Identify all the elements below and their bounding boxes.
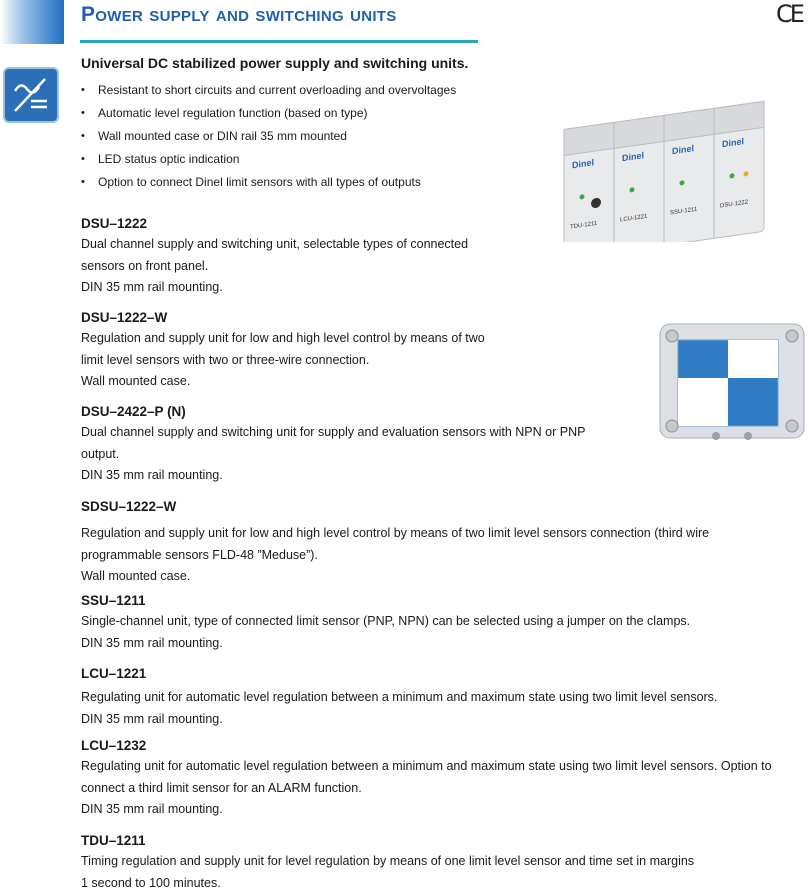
brand-label: Dinel <box>572 157 594 170</box>
product-lcu-1221 <box>81 664 717 730</box>
product-name: TDU–1211 <box>81 831 694 851</box>
brand-label: Dinel <box>672 143 694 156</box>
product-name: LCU–1221 <box>81 664 717 684</box>
section-subtitle: Universal DC stabilized power supply and switching units. <box>81 55 468 71</box>
product-description: limit level sensors with two or three-wire connection. <box>81 350 485 372</box>
feature-list <box>81 80 456 195</box>
din-rail-units-image <box>560 70 772 242</box>
feature-item: • Automatic level regulation function (based on type) <box>81 103 456 126</box>
product-dsu-1222 <box>81 214 468 299</box>
product-sdsu-1222-w <box>81 497 709 588</box>
product-description: Regulation and supply unit for low and high level control by means of two limit level sensors connection (third wire <box>81 523 709 545</box>
product-description: Single-channel unit, type of connected limit sensor (PNP, NPN) can be selected using a jumper on the clamps. <box>81 611 690 633</box>
product-description: Regulating unit for automatic level regulation between a minimum and maximum state using two limit level sensors. Option to <box>81 756 772 778</box>
product-name: LCU–1232 <box>81 736 772 756</box>
title-underline <box>80 40 478 43</box>
product-description: 1 second to 100 minutes. <box>81 873 694 894</box>
product-description: Timing regulation and supply unit for level regulation by means of one limit level sensor and time set in margins <box>81 851 694 873</box>
feature-item: • Wall mounted case or DIN rail 35 mm mounted <box>81 126 456 149</box>
unit-label: TDU-1211 <box>570 221 598 231</box>
product-ssu-1211 <box>81 591 690 654</box>
product-name: DSU–1222 <box>81 214 468 234</box>
unit-label: LCU-1221 <box>620 214 648 224</box>
brand-label: Dinel <box>622 150 644 163</box>
product-description: output. <box>81 444 585 466</box>
product-description: Dual channel supply and switching unit for supply and evaluation sensors with NPN or PNP <box>81 422 585 444</box>
unit-label: SSU-1211 <box>670 207 698 217</box>
header-accent-bar <box>0 0 64 44</box>
product-mounting: Wall mounted case. <box>81 371 485 393</box>
feature-item: • LED status optic indication <box>81 149 456 172</box>
ce-mark-icon: CE <box>776 0 802 28</box>
product-description: programmable sensors FLD-48 ”Meduse”). <box>81 545 709 567</box>
page-title: Power supply and switching units <box>81 3 397 27</box>
product-mounting: DIN 35 mm rail mounting. <box>81 709 717 731</box>
product-tdu-1211 <box>81 831 694 894</box>
feature-item: • Resistant to short circuits and current overloading and overvoltages <box>81 80 456 103</box>
unit-label: DSU-1222 <box>720 200 749 210</box>
product-dsu-1222-w <box>81 308 485 393</box>
feature-item: • Option to connect Dinel limit sensors with all types of outputs <box>81 172 456 195</box>
product-mounting: Wall mounted case. <box>81 566 709 588</box>
product-lcu-1232 <box>81 736 772 821</box>
product-description: Regulating unit for automatic level regulation between a minimum and maximum state using two limit level sensors. <box>81 687 717 709</box>
product-name: DSU–2422–P (N) <box>81 402 585 422</box>
product-description: sensors on front panel. <box>81 256 468 278</box>
product-mounting: DIN 35 mm rail mounting. <box>81 633 690 655</box>
product-name: SDSU–1222–W <box>81 497 709 517</box>
product-mounting: DIN 35 mm rail mounting. <box>81 799 772 821</box>
wall-mounted-case-image <box>656 318 808 444</box>
product-name: SSU–1211 <box>81 591 690 611</box>
product-name: DSU–1222–W <box>81 308 485 328</box>
product-dsu-2422-p <box>81 402 585 487</box>
product-mounting: DIN 35 mm rail mounting. <box>81 465 585 487</box>
product-mounting: DIN 35 mm rail mounting. <box>81 277 468 299</box>
product-description: Dual channel supply and switching unit, selectable types of connected <box>81 234 468 256</box>
power-supply-icon <box>3 67 59 123</box>
brand-label: Dinel <box>722 136 744 149</box>
product-description: connect a third limit sensor for an ALARM function. <box>81 778 772 800</box>
product-description: Regulation and supply unit for low and high level control by means of two <box>81 328 485 350</box>
